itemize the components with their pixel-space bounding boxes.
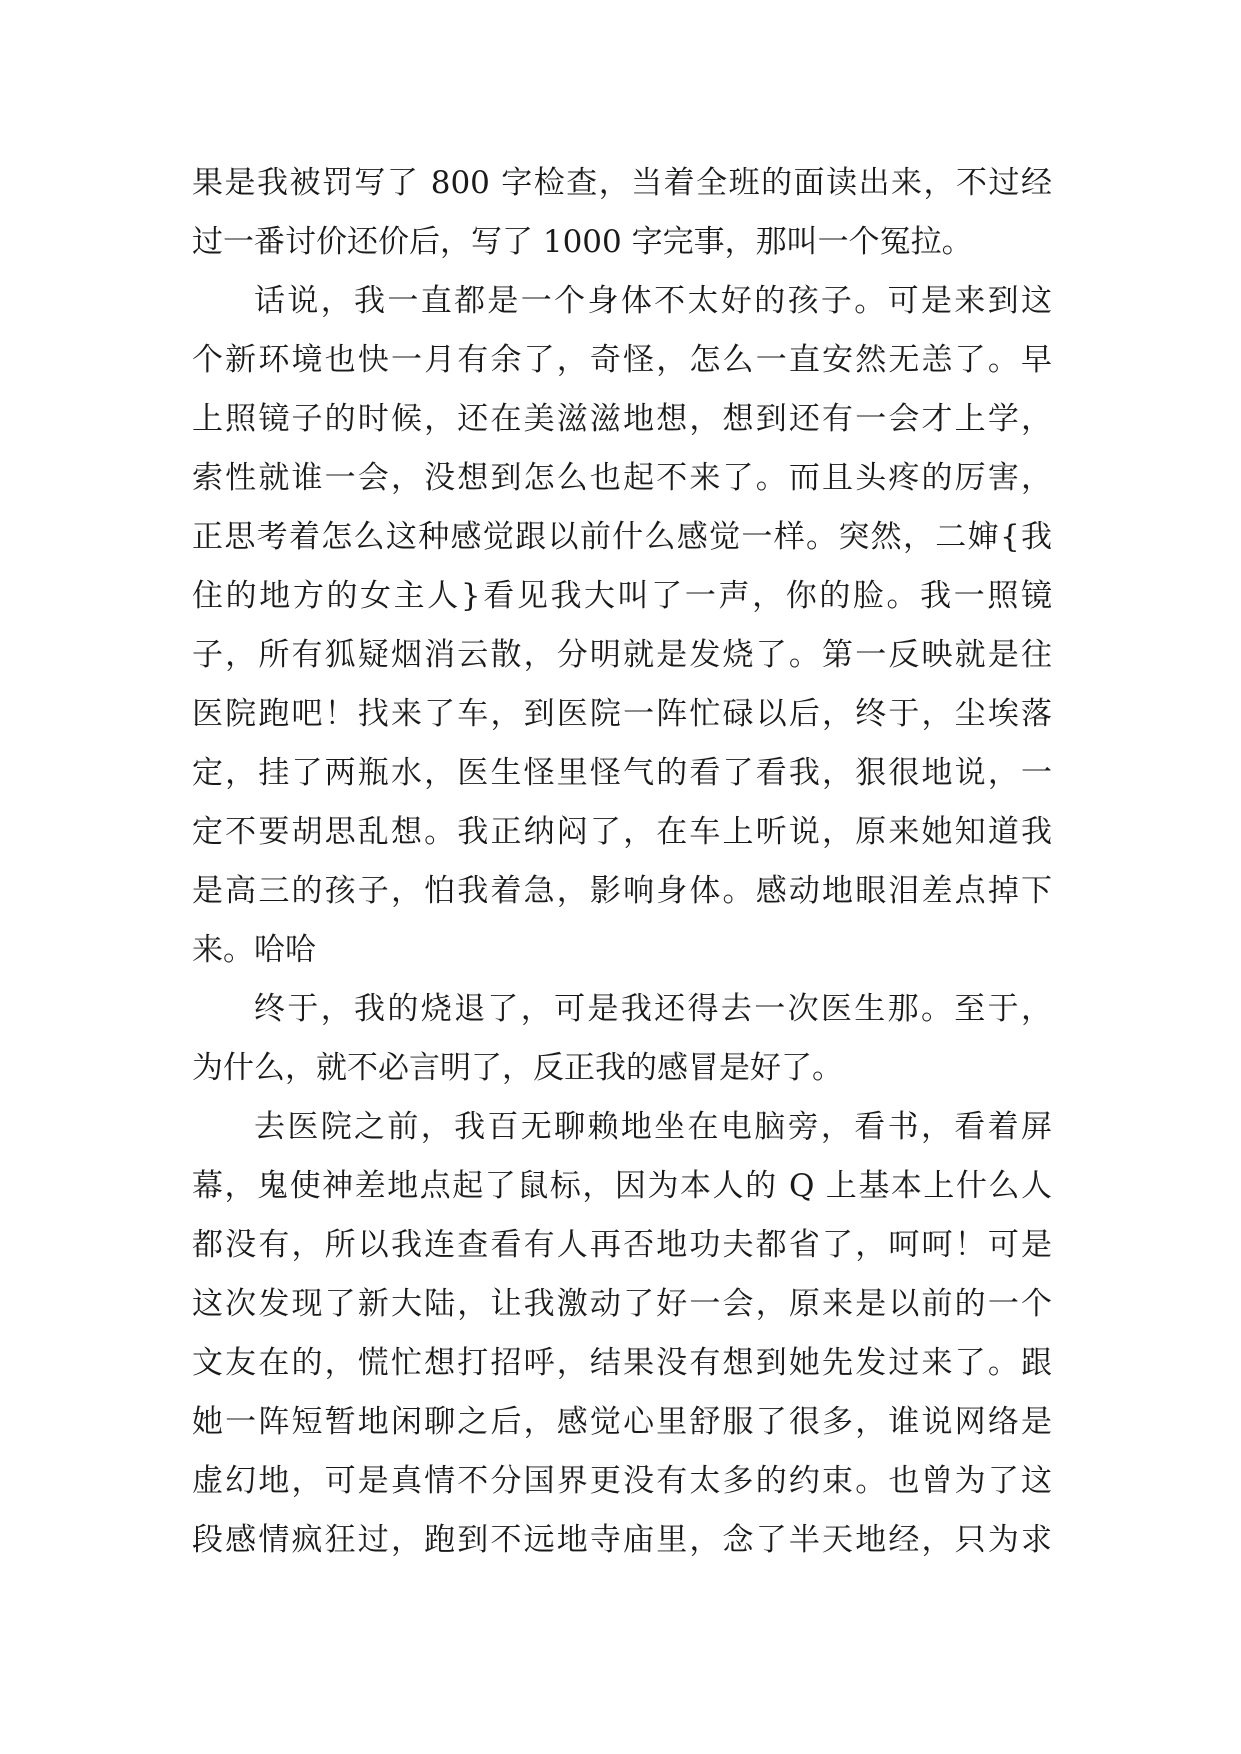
text-line: 定不要胡思乱想。我正纳闷了，在车上听说，原来她知道我 [192, 814, 1052, 850]
text-line: 都没有，所以我连查看有人再否地功夫都省了，呵呵！可是 [192, 1227, 1052, 1263]
text-line: 来。哈哈 [192, 932, 316, 968]
text-line: 定，挂了两瓶水，医生怪里怪气的看了看我，狠很地说，一 [192, 755, 1052, 791]
text-line: 医院跑吧！找来了车，到医院一阵忙碌以后，终于，尘埃落 [192, 696, 1052, 732]
text-line: 终于，我的烧退了，可是我还得去一次医生那。至于， [254, 991, 1052, 1027]
paragraph-2 [192, 272, 1052, 980]
text-line: 这次发现了新大陆，让我激动了好一会，原来是以前的一个 [192, 1286, 1052, 1322]
text-line: 为什么，就不必言明了，反正我的感冒是好了。 [192, 1050, 843, 1086]
text-line: 话说，我一直都是一个身体不太好的孩子。可是来到这 [254, 283, 1052, 319]
text-line: 去医院之前，我百无聊赖地坐在电脑旁，看书，看着屏 [254, 1109, 1052, 1145]
paragraph-1 [192, 154, 1052, 272]
text-line: 索性就谁一会，没想到怎么也起不来了。而且头疼的厉害， [192, 460, 1052, 496]
text-line: 是高三的孩子，怕我着急，影响身体。感动地眼泪差点掉下 [192, 873, 1052, 909]
paragraph-4 [192, 1098, 1052, 1570]
text-line: 住的地方的女主人}看见我大叫了一声，你的脸。我一照镜 [192, 578, 1052, 614]
text-line: 子，所有狐疑烟消云散，分明就是发烧了。第一反映就是往 [192, 637, 1052, 673]
paragraph-3 [192, 980, 1052, 1098]
text-line: 她一阵短暂地闲聊之后，感觉心里舒服了很多，谁说网络是 [192, 1404, 1052, 1440]
text-line: 幕，鬼使神差地点起了鼠标，因为本人的 Q 上基本上什么人 [192, 1168, 1052, 1204]
text-line: 个新环境也快一月有余了，奇怪，怎么一直安然无恙了。早 [192, 342, 1052, 378]
text-line: 文友在的，慌忙想打招呼，结果没有想到她先发过来了。跟 [192, 1345, 1052, 1381]
text-line: 正思考着怎么这种感觉跟以前什么感觉一样。突然，二婶{我 [192, 519, 1052, 555]
text-line: 段感情疯狂过，跑到不远地寺庙里，念了半天地经，只为求 [192, 1522, 1052, 1558]
text-line: 上照镜子的时候，还在美滋滋地想，想到还有一会才上学， [192, 401, 1052, 437]
body-text [192, 154, 1052, 1570]
text-line: 过一番讨价还价后，写了 1000 字完事，那叫一个冤拉。 [192, 224, 973, 260]
text-line: 虚幻地，可是真情不分国界更没有太多的约束。也曾为了这 [192, 1463, 1052, 1499]
text-line: 果是我被罚写了 800 字检查，当着全班的面读出来，不过经 [192, 165, 1052, 201]
